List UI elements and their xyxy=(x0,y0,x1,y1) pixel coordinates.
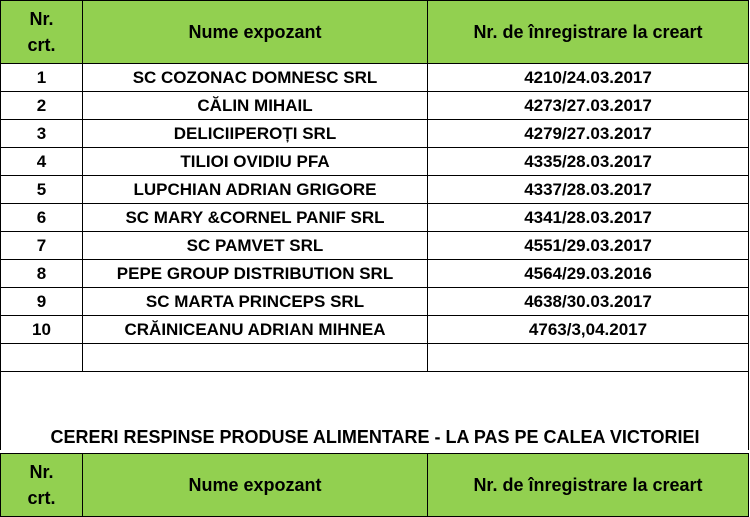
registration-number: 4337/28.03.2017 xyxy=(428,176,749,204)
row-number: 2 xyxy=(1,92,83,120)
row-number: 5 xyxy=(1,176,83,204)
header-nr-crt: Nr. crt. xyxy=(1,454,83,517)
section-title: CERERI RESPINSE PRODUSE ALIMENTARE - LA PAS PE CALEA VICTORIEI xyxy=(50,427,700,447)
table-row xyxy=(1,92,749,120)
header-nr-inregistrare: Nr. de înregistrare la creart xyxy=(428,454,749,517)
table-header-row xyxy=(1,454,749,517)
registration-number: 4564/29.03.2016 xyxy=(428,260,749,288)
exhibitor-name: TILIOI OVIDIU PFA xyxy=(83,148,428,176)
table-row xyxy=(1,176,749,204)
table-row xyxy=(1,316,749,344)
table-row xyxy=(1,260,749,288)
row-number: 10 xyxy=(1,316,83,344)
exhibitor-name: DELICIIPEROȚI SRL xyxy=(83,120,428,148)
table-row xyxy=(1,288,749,316)
registration-number: 4341/28.03.2017 xyxy=(428,204,749,232)
exhibitor-name: PEPE GROUP DISTRIBUTION SRL xyxy=(83,260,428,288)
row-number: 6 xyxy=(1,204,83,232)
header-nr-inregistrare: Nr. de înregistrare la creart xyxy=(428,1,749,64)
registration-number: 4210/24.03.2017 xyxy=(428,64,749,92)
row-number: 8 xyxy=(1,260,83,288)
registration-number: 4335/28.03.2017 xyxy=(428,148,749,176)
exhibitor-name: CĂLIN MIHAIL xyxy=(83,92,428,120)
header-nr-crt: Nr. crt. xyxy=(1,1,83,64)
table-row xyxy=(1,232,749,260)
row-number: 1 xyxy=(1,64,83,92)
row-number: 4 xyxy=(1,148,83,176)
exhibitor-name: CRĂINICEANU ADRIAN MIHNEA xyxy=(83,316,428,344)
row-number: 7 xyxy=(1,232,83,260)
registration-number: 4279/27.03.2017 xyxy=(428,120,749,148)
table-header-row xyxy=(1,1,749,64)
exhibitor-name: SC MARTA PRINCEPS SRL xyxy=(83,288,428,316)
registration-number: 4273/27.03.2017 xyxy=(428,92,749,120)
registration-number: 4763/3,04.2017 xyxy=(428,316,749,344)
table-row xyxy=(1,120,749,148)
table-row xyxy=(1,148,749,176)
row-number: 3 xyxy=(1,120,83,148)
row-number: 9 xyxy=(1,288,83,316)
table-row xyxy=(1,204,749,232)
registration-number: 4638/30.03.2017 xyxy=(428,288,749,316)
exhibitor-name: LUPCHIAN ADRIAN GRIGORE xyxy=(83,176,428,204)
table-row xyxy=(1,64,749,92)
exhibitor-name: SC COZONAC DOMNESC SRL xyxy=(83,64,428,92)
header-nume-expozant: Nume expozant xyxy=(83,454,428,517)
exhibitor-name: SC MARY &CORNEL PANIF SRL xyxy=(83,204,428,232)
exhibitor-name: SC PAMVET SRL xyxy=(83,232,428,260)
header-nume-expozant: Nume expozant xyxy=(83,1,428,64)
rejected-requests-table xyxy=(0,453,749,517)
registration-number: 4551/29.03.2017 xyxy=(428,232,749,260)
